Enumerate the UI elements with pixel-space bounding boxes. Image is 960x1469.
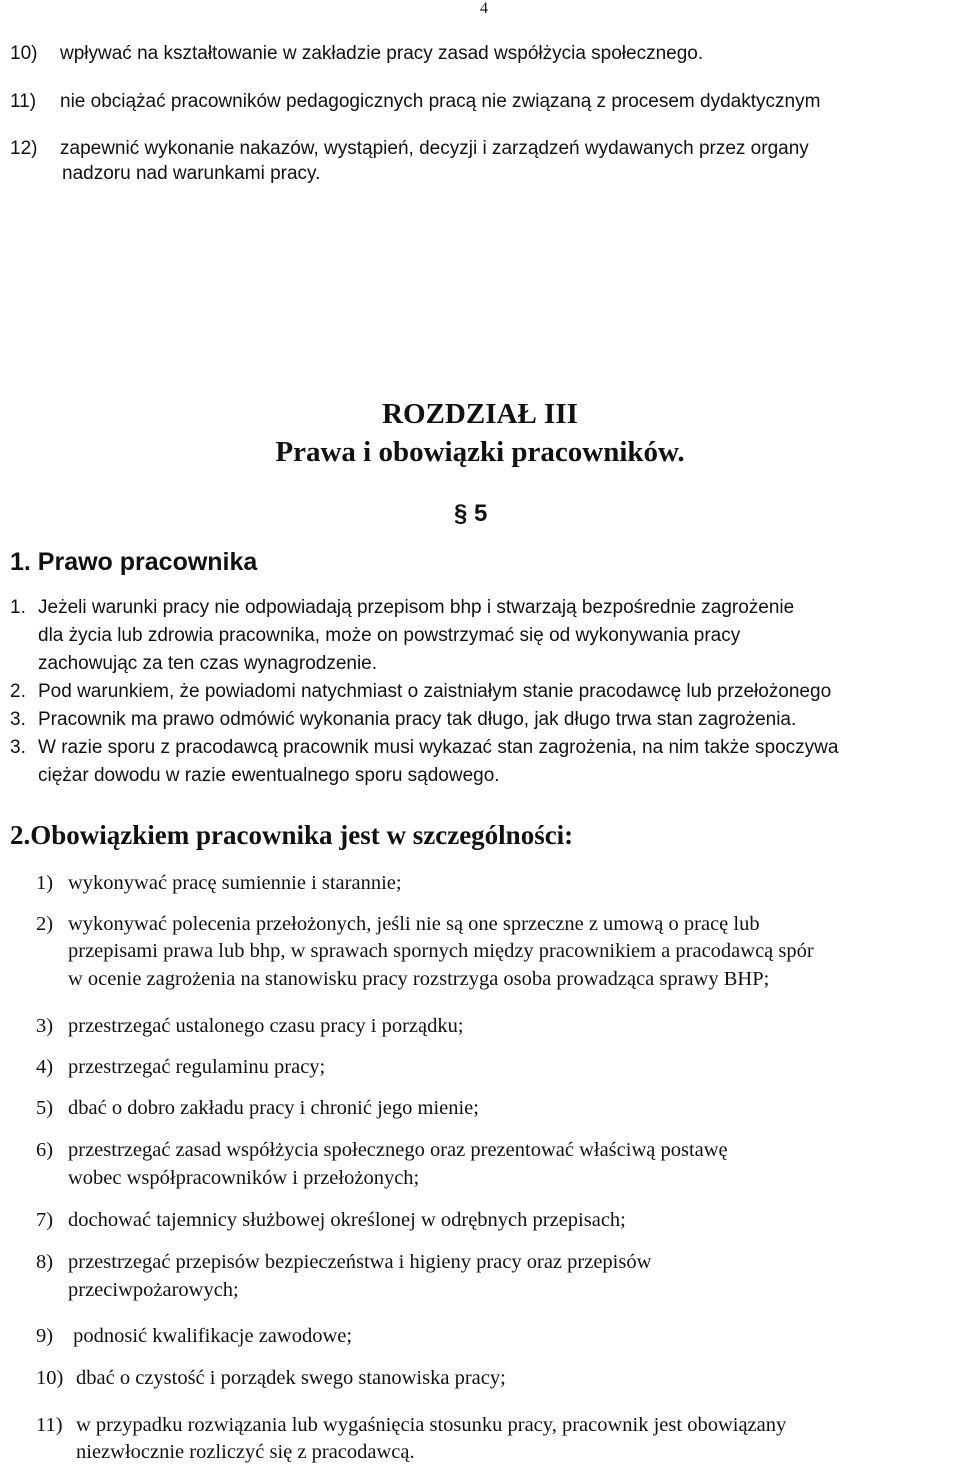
item-number: 10): [36, 1367, 64, 1389]
section-mark: § 5: [454, 500, 488, 527]
list-item: [36, 1413, 787, 1437]
list-item: [10, 736, 839, 760]
item-text-continued: wobec współpracowników i przełożonych;: [68, 1167, 420, 1189]
list-item: [10, 596, 795, 620]
item-number: 3.: [10, 709, 26, 730]
item-text: przestrzegać zasad współżycia społecznego oraz prezentować właściwą postawę: [68, 1139, 728, 1161]
list-item: [10, 42, 704, 66]
item-number: 2.: [10, 681, 26, 702]
list-item: [36, 1250, 652, 1274]
item-text: Pracownik ma prawo odmówić wykonania pracy tak długo, jak długo trwa stan zagrożenia.: [38, 709, 797, 730]
list-item: [36, 1096, 479, 1120]
list-item: [10, 680, 832, 704]
item-text-continued: ciężar dowodu w razie ewentualnego sporu sądowego.: [38, 765, 500, 786]
item-text-continued: przeciwpożarowych;: [68, 1279, 239, 1301]
item-text: Pod warunkiem, że powiadomi natychmiast o zaistniałym stanie pracodawcę lub przełożonego: [38, 681, 832, 702]
page-number: 4: [480, 0, 488, 17]
list-item: [36, 1014, 464, 1038]
list-item: [36, 1324, 353, 1348]
item-text-continued: niezwłocznie rozliczyć się z pracodawcą.: [76, 1441, 415, 1463]
item-number: 9): [36, 1325, 54, 1347]
item-number: 4): [36, 1056, 54, 1078]
list-item: [36, 1366, 506, 1390]
duties-heading: 2.Obowiązkiem pracownika jest w szczególności:: [10, 820, 574, 850]
chapter-title: ROZDZIAŁ III: [382, 398, 578, 430]
item-number: 2): [36, 913, 54, 935]
item-text: dochować tajemnicy służbowej określonej w odrębnych przepisach;: [68, 1209, 626, 1231]
section-heading: 1. Prawo pracownika: [10, 548, 258, 576]
item-number: 12): [10, 138, 38, 159]
item-text: wykonywać polecenia przełożonych, jeśli nie są one sprzeczne z umową o pracę lub: [68, 913, 760, 935]
item-number: 1.: [10, 597, 26, 618]
item-text: przestrzegać regulaminu pracy;: [68, 1056, 326, 1078]
item-text: wpływać na kształtowanie w zakładzie pracy zasad współżycia społecznego.: [60, 43, 704, 64]
list-item: [36, 1208, 626, 1232]
item-number: 6): [36, 1139, 54, 1161]
list-item: [36, 912, 760, 936]
list-item: [10, 708, 797, 732]
item-number: 10): [10, 43, 38, 64]
item-text: w przypadku rozwiązania lub wygaśnięcia stosunku pracy, pracownik jest obowiązany: [76, 1414, 787, 1436]
item-text: wykonywać pracę sumiennie i starannie;: [68, 872, 402, 894]
item-text: przestrzegać przepisów bezpieczeństwa i higieny pracy oraz przepisów: [68, 1251, 652, 1273]
item-text: dbać o czystość i porządek swego stanowiska pracy;: [76, 1367, 506, 1389]
list-item: [36, 1055, 326, 1079]
chapter-subtitle: Prawa i obowiązki pracowników.: [275, 436, 685, 468]
item-number: 1): [36, 872, 54, 894]
item-text-continued: przepisami prawa lub bhp, w sprawach spornych między pracownikiem a pracodawcą spór: [68, 940, 814, 962]
item-text: zapewnić wykonanie nakazów, wystąpień, decyzji i zarządzeń wydawanych przez organy: [60, 138, 809, 159]
item-text-continued: dla życia lub zdrowia pracownika, może on powstrzymać się od wykonywania pracy: [38, 625, 741, 646]
list-item: [36, 1138, 728, 1162]
item-number: 3): [36, 1015, 54, 1037]
list-item: [10, 90, 821, 114]
item-text-continued: zachowując za ten czas wynagrodzenie.: [38, 653, 378, 674]
item-text: Jeżeli warunki pracy nie odpowiadają przepisom bhp i stwarzają bezpośrednie zagrożenie: [38, 597, 795, 618]
item-number: 11): [10, 91, 37, 112]
item-number: 7): [36, 1209, 54, 1231]
item-text: nie obciążać pracowników pedagogicznych pracą nie związaną z procesem dydaktycznym: [60, 91, 821, 112]
item-number: 3.: [10, 737, 26, 758]
item-text: W razie sporu z pracodawcą pracownik musi wykazać stan zagrożenia, na nim także spoczywa: [38, 737, 839, 758]
item-number: 11): [36, 1414, 63, 1436]
item-text: dbać o dobro zakładu pracy i chronić jego mienie;: [68, 1097, 479, 1119]
item-text: podnosić kwalifikacje zawodowe;: [68, 1325, 353, 1347]
item-text-continued: nadzoru nad warunkami pracy.: [62, 163, 321, 184]
list-item: [10, 137, 809, 161]
item-number: 8): [36, 1251, 54, 1273]
list-item: [36, 871, 402, 895]
item-text: przestrzegać ustalonego czasu pracy i porządku;: [68, 1015, 464, 1037]
item-text-continued: w ocenie zagrożenia na stanowisku pracy rozstrzyga osoba prowadząca sprawy BHP;: [68, 968, 770, 990]
item-number: 5): [36, 1097, 54, 1119]
